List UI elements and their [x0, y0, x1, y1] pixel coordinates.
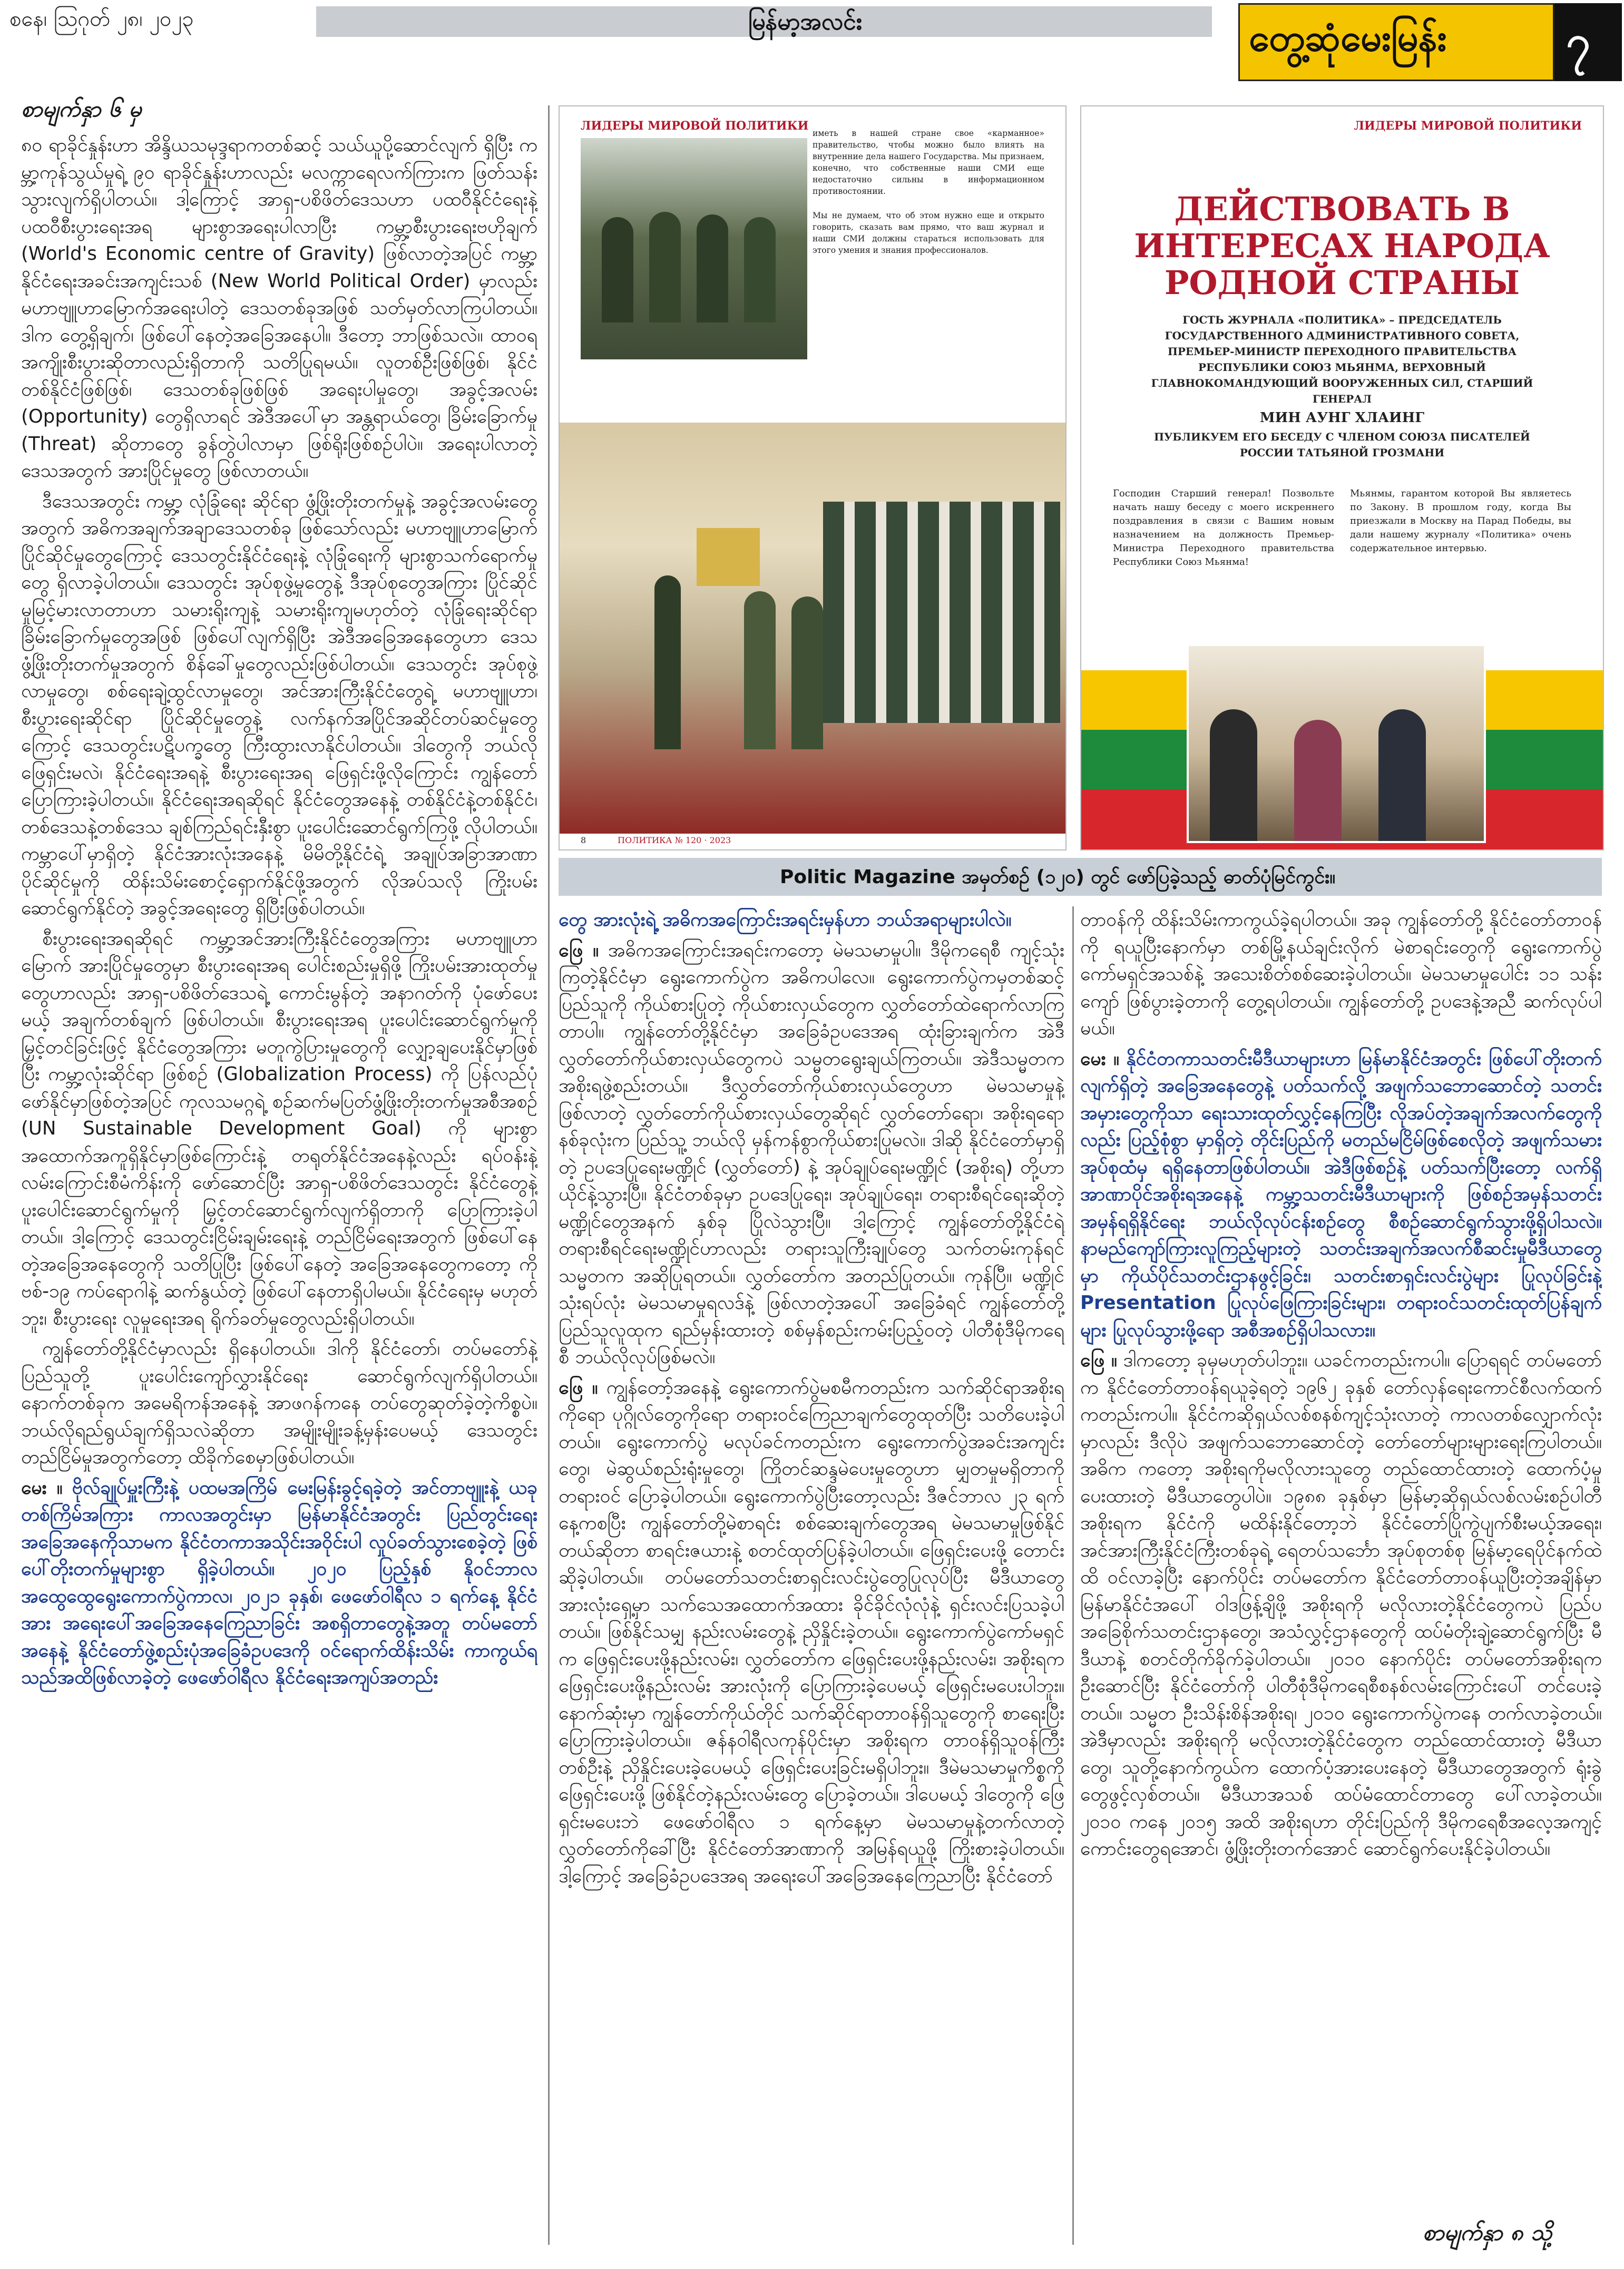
- magazine-subtitle: ГОСТЬ ЖУРНАЛА «ПОЛИТИКА» – ПРЕДСЕДАТЕЛЬ ГОСУДАРСТВЕННОГО АДМИНИСТРАТИВНОГО СОВЕТА, ПРЕМЬЕР-МИНИСТР ПЕРЕХОДНОГО ПРАВИТЕЛЬСТВА РЕСПУБЛИКИ СОЮЗ МЬЯНМА, ВЕРХОВНЫЙ ГЛАВНОКОМАНДУЮЩИЙ ВООРУЖЕННЫХ СИЛ, СТАРШИЙ ГЕНЕРАЛ: [1151, 314, 1533, 405]
- answer-text: ဒါကတော့ ခုမှမဟုတ်ပါဘူး။ ယခင်ကတည်းကပါ။ ပြောရရင် တပ်မတော်က နိုင်ငံတော်တာဝန်ရယူခဲ့ရတဲ့ ၁၉၆၂ ခုနှစ် တော်လှန်ရေးကောင်စီလက်ထက်ကတည်းကပါ။ နိုင်ငံကဆိုရှယ်လစ်စနစ်ကျင့်သုံးလာတဲ့ ကာလတစ်လျှောက်လုံးမှာလည်း ဒီလိုပဲ အဖျက်သဘောဆောင်တဲ့ တော်တော်များများရေးကြပါတယ်။ အဓိက ကတော့ အစိုးရကိုမလိုလားသူတွေ တည်ထောင်ထားတဲ့ ထောက်ပံ့မှုပေးထားတဲ့ မီဒီယာတွေပါပဲ။ ၁၉၈၈ ခုနှစ်မှာ မြန်မာ့ဆိုရှယ်လစ်လမ်းစဉ်ပါတီအစိုးရက နိုင်ငံကို မထိန်းနိုင်တော့ဘဲ နိုင်ငံတော်ပြိုကွဲပျက်စီးမယ့်အရေး၊ အင်အားကြီးနိုင်ငံကြီးတစ်ခုရဲ့ ရေတပ်သင်္ဘော အုပ်စုတစ်စု မြန်မာ့ရေပိုင်နက်ထဲထိ ဝင်လာခဲ့ပြီး နောက်ပိုင်း တပ်မတော်က နိုင်ငံတော်တာဝန်ယူပြီးတဲ့အချိန်မှာ မြန်မာနိုင်ငံအပေါ် ဝါဒဖြန့်ချိဖို့ အစိုးရကို မလိုလားတဲ့နိုင်ငံတွေကပဲ ပြည်ပအခြေစိုက်သတင်းဌာနတွေ၊ အသံလွှင့်ဌာနတွေကို ထပ်မံတိုးချဲ့ဆောင်ရွက်ပြီး မီဒီယာနဲ့ စတင်တိုက်ခိုက်ခဲ့ပါတယ်။ ၂၀၁၀ နောက်ပိုင်း တပ်မတော်အစိုးရက ဦးဆောင်ပြီး နိုင်ငံတော်ကို ပါတီစုံဒီမိုကရေစီစနစ်လမ်းကြောင်းပေါ် တင်ပေးခဲ့တယ်။ သမ္မတ ဦးသိန်းစိန်အစိုးရ၊ ၂၀၁၀ ရွေးကောက်ပွဲကနေ တက်လာခဲ့တယ်။ အဲဒီမှာလည်း အစိုးရကို မလိုလားတဲ့နိုင်ငံတွေက တည်ထောင်ထားတဲ့ မီဒီယာတွေ၊ သူတို့နောက်ကွယ်က ထောက်ပံ့အားပေးနေတဲ့ မီဒီယာတွေအတွက် ရုံးခွဲတွေဖွင့်လှစ်တယ်။ မီဒီယာအသစ် ထပ်မံထောင်တာတွေ ပေါ်လာခဲ့တယ်။ ၂၀၁၀ ကနေ ၂၀၁၅ အထိ အစိုးရဟာ တိုင်းပြည်ကို ဒီမိုကရေစီအလေ့အကျင့်ကောင်းတွေရအောင်၊ ဖွံ့ဖြိုးတိုးတက်အောင် ဆောင်ရွက်ပေးနိုင်ခဲ့ပါတယ်။: [1080, 1349, 1602, 1860]
- photo-caption: Politic Magazine အမှတ်စဉ် (၁၂၀) တွင် ဖော်ပြခဲ့သည့် ဓာတ်ပုံမြင်ကွင်း။: [780, 866, 1336, 888]
- article-column-1: [21, 132, 537, 2224]
- question-text: နိုင်ငံတကာသတင်းမီဒီယာများဟာ မြန်မာနိုင်ငံအတွင်း ဖြစ်ပေါ်တိုးတက်လျက်ရှိတဲ့ အခြေအနေတွေနဲ့ ပတ်သက်လို့ အဖျက်သဘောဆောင်တဲ့ သတင်းအမှားတွေကိုသာ ရေးသားထုတ်လွှင့်နေကြပြီး လိုအပ်တဲ့အချက်အလက်တွေကိုလည်း ပြည့်စုံစွာ မှာရှိတဲ့ တိုင်းပြည်ကို မတည်မငြိမ်ဖြစ်စေလိုတဲ့ အဖျက်သမားအုပ်စုထံမှ ရရှိနေတာဖြစ်ပါတယ်။ အဲဒီဖြစ်စဉ်နဲ့ ပတ်သက်ပြီးတော့ လက်ရှိအာဏာပိုင်အစိုးရအနေနဲ့ ကမ္ဘာ့သတင်းမီဒီယာများကို ဖြစ်စဉ်အမှန်သတင်းအမှန်ရရှိနိုင်ရေး ဘယ်လိုလုပ်ငန်းစဉ်တွေ စီစဉ်ဆောင်ရွက်သွားဖို့ရှိပါသလဲ။ နာမည်ကျော်ကြားလူကြည့်များတဲ့ သတင်းအချက်အလက်စီဆင်းမှုမီဒီယာတွေမှာ ကိုယ်ပိုင်သတင်းဌာနဖွင့်ခြင်း၊ သတင်းစာရှင်းလင်းပွဲများ ပြုလုပ်ခြင်းနဲ့ Presentation ပြုလုပ်ဖြေကြားခြင်းများ၊ တရားဝင်သတင်းထုတ်ပြန်ချက်များ ပြုလုပ်သွားဖို့ရော အစီအစဉ်ရှိပါသလား။: [1080, 1048, 1602, 1341]
- magazine-lead: Господин Старший генерал! Позвольте начать нашу беседу с моего искреннего поздравления в связи с Вашим новым назначением на должность Премьер-Министра Переходного правительства Республики Союз Мьянма!: [1113, 488, 1334, 568]
- magazine-subtitle: ПУБЛИКУЕМ ЕГО БЕСЕДУ С ЧЛЕНОМ СОЮЗА ПИСАТЕЛЕЙ РОССИИ ТАТЬЯНОЙ ГРОЗМАНИ: [1154, 431, 1530, 459]
- column-divider: [548, 105, 550, 2245]
- continued-to-note: စာမျက်နှာ ၈ သို့: [1423, 2219, 1552, 2245]
- paragraph: စီးပွားရေးအရဆိုရင် ကမ္ဘာ့အင်အားကြီးနိုင်ငံတွေအကြား မဟာဗျူဟာမြောက် အားပြိုင်မှုတွေမှာ စီးပွားရေးအရ ပေါင်းစည်းမှုရှိဖို့ ကြိုးပမ်းအားထုတ်မှုတွေဟာလည်း အာရှ-ပစိဖိတ်ဒေသရဲ့ ကောင်းမွန်တဲ့ အနာဂတ်ကို ပုံဖော်ပေးမယ့် အချက်တစ်ချက် ဖြစ်ပါတယ်။ စီးပွားရေးအရ ပူးပေါင်းဆောင်ရွက်မှုကို မြှင့်တင်ခြင်းဖြင့် နိုင်ငံတွေအကြား မတူကွဲပြားမှုတွေကို လျှော့ချပေးနိုင်မှာဖြစ်ပြီး ကမ္ဘာ့လုံးဆိုင်ရာ ဖြစ်စဉ် (Globalization Process) ကို ပြန်လည်ပုံဖော်နိုင်မှာဖြစ်တဲ့အပြင် ကုလသမဂ္ဂရဲ့ စဉ်ဆက်မပြတ်ဖွံ့ဖြိုးတိုးတက်မှုအစီအစဉ် (UN Sustainable Development Goal) ကို များစွာ အထောက်အကူရှိနိုင်မှာဖြစ်ကြောင်းနဲ့ တရုတ်နိုင်ငံအနေနဲ့လည်း ရပ်ဝန်းနဲ့ လမ်းကြောင်းစီမံကိန်းကို ဖော်ဆောင်ပြီး အာရှ-ပစိဖိတ်ဒေသတွင်း နိုင်ငံတွေနဲ့ ပူးပေါင်းဆောင်ရွက်မှုကို မြှင့်တင်ဆောင်ရွက်လျက်ရှိတာကို ပြောကြားခဲ့ပါတယ်။ ဒါ့ကြောင့် ဒေသတွင်းငြိမ်းချမ်းရေးနဲ့ တည်ငြိမ်ရေးအတွက် ဖြစ်ပေါ်နေတဲ့အခြေအနေတွေကို သတိပြုပြီး ဖြစ်ပေါ်နေတဲ့ အခြေအနေတွေကတော့ ကိုဗစ်-၁၉ ကပ်ရောဂါနဲ့ ဆက်နွယ်တဲ့ ဖြစ်ပေါ်နေတာရှိပါမယ်။ နိုင်ငံရေးမှ မဟုတ်ဘူး၊ စီးပွားရေး လူမှုရေးအရ ရိုက်ခတ်မှုတွေလည်းရှိပါတယ်။: [21, 927, 537, 1329]
- magazine-section-head: ЛИДЕРЫ МИРОВОЙ ПОЛИТИКИ: [1354, 119, 1582, 133]
- question-text: ဗိုလ်ချုပ်မှူးကြီးနဲ့ ပထမအကြိမ် မေးမြန်းခွင့်ရခဲ့တဲ့ အင်တာဗျူးနဲ့ ယခုတစ်ကြိမ်အကြား ကာလအတွင်းမှာ မြန်မာနိုင်ငံအတွင်း ပြည်တွင်းရေးအခြေအနေကိုသာမက နိုင်ငံတကာအသိုင်းအဝိုင်းပါ လှုပ်ခတ်သွားစေခဲ့တဲ့ ဖြစ်ပေါ်တိုးတက်မှုများစွာ ရှိခဲ့ပါတယ်။ ၂၀၂၀ ပြည့်နှစ် နိုဝင်ဘာလ အထွေထွေရွေးကောက်ပွဲကာလ၊ ၂၀၂၁ ခုနှစ်၊ ဖေဖော်ဝါရီလ ၁ ရက်နေ့ နိုင်ငံအား အရေးပေါ်အခြေအနေကြေညာခြင်း အစရှိတာတွေနဲ့အတူ တပ်မတော်အနေနဲ့ နိုင်ငံတော်ဖွဲ့စည်းပုံအခြေခံဥပဒေကို ဝင်ရောက်ထိန်းသိမ်း ကာကွယ်ရသည်အထိဖြစ်လာခဲ့တဲ့ ဖေဖော်ဝါရီလ နိုင်ငံရေးအကျပ်အတည်း: [21, 1476, 537, 1688]
- section-title: တွေ့ဆုံမေးမြန်း: [1249, 16, 1447, 60]
- answer-paragraph: [559, 937, 1064, 1371]
- answer-paragraph: [1080, 1347, 1602, 1863]
- paragraph: ဒီဒေသအတွင်း ကမ္ဘာ့ လုံခြုံရေး ဆိုင်ရာ ဖွံ့ဖြိုးတိုးတက်မှုနဲ့ အခွင့်အလမ်းတွေအတွက် အဓိကအချက်အချာဒေသတစ်ခု ဖြစ်သော်လည်း မဟာဗျူဟာမြောက် ပြိုင်ဆိုင်မှုတွေကြောင့် ဒေသတွင်းနိုင်ငံရေးနဲ့ လုံခြုံရေးကို များစွာသက်ရောက်မှုတွေ ရှိလာခဲ့ပါတယ်။ ဒေသတွင်း အုပ်စုဖွဲ့မှုတွေနဲ့ ဒီအုပ်စုတွေအကြား ပြိုင်ဆိုင်မှုမြင့်မားလာတာဟာ သမားရိုးကျနဲ့ သမားရိုးကျမဟုတ်တဲ့ လုံခြုံရေးဆိုင်ရာ ခြိမ်းခြောက်မှုတွေအဖြစ် ဖြစ်ပေါ်လျက်ရှိပြီး အဲဒီအခြေအနေတွေဟာ ဒေသဖွံ့ဖြိုးတိုးတက်မှုအတွက် စိန်ခေါ်မှုတွေလည်းဖြစ်ပါတယ်။ ဒေသတွင်း အုပ်စုဖွဲ့လာမှုတွေ၊ စစ်ရေးချဲ့ထွင်လာမှုတွေ၊ အင်အားကြီးနိုင်ငံတွေရဲ့ မဟာဗျူဟာ၊ စီးပွားရေးဆိုင်ရာ ပြိုင်ဆိုင်မှုတွေနဲ့ လက်နက်အပြိုင်အဆိုင်တပ်ဆင်မှုတွေကြောင့် ဒေသတွင်းပဋိပက္ခတွေ ကြီးထွားလာနိုင်ပါတယ်။ ဒါတွေကို ဘယ်လိုဖြေရှင်းမလဲ၊ နိုင်ငံရေးအရနဲ့ စီးပွားရေးအရ ဖြေရှင်းဖို့လိုကြောင်း ကျွန်တော်ပြောကြားခဲ့ပါတယ်။ နိုင်ငံရေးအရဆိုရင် နိုင်ငံတွေအနေနဲ့ တစ်နိုင်ငံနဲ့တစ်နိုင်ငံ၊ တစ်ဒေသနဲ့တစ်ဒေသ ချစ်ကြည်ရင်းနှီးစွာ ပူးပေါင်းဆောင်ရွက်ကြဖို့ လိုပါတယ်။ ကမ္ဘာပေါ်မှာရှိတဲ့ နိုင်ငံအားလုံးအနေနဲ့ မိမိတို့နိုင်ငံရဲ့ အချုပ်အခြာအာဏာပိုင်ဆိုင်မှုကို ထိန်းသိမ်းစောင့်ရှောက်နိုင်ဖို့အတွက် လိုအပ်သလို ကြိုးပမ်းဆောင်ရွက်နိုင်တဲ့ အခွင့်အရေးတွေ ရှိပြီးဖြစ်ပါတယ်။: [21, 490, 537, 919]
- magazine-page-right: [1080, 105, 1604, 850]
- paragraph: ၈၀ ရာခိုင်နှုန်းဟာ အိန္ဒိယသမုဒ္ဒရာကတစ်ဆင့် သယ်ယူပို့ဆောင်လျက် ရှိပြီး ကမ္ဘာ့ကုန်သွယ်မှုရဲ့ ၉၀ ရာခိုင်နှုန်းဟာလည်း မလက္ကာရေလက်ကြားက ဖြတ်သန်းသွားလျက်ရှိပါတယ်။ ဒါ့ကြောင့် အာရှ-ပစိဖိတ်ဒေသဟာ ပထဝီနိုင်ငံရေးနဲ့ ပထဝီစီးပွားရေးအရ များစွာအရေးပါလာပြီး ကမ္ဘာ့စီးပွားရေးဗဟိုချက် (World's Economic centre of Gravity) ဖြစ်လာတဲ့အပြင် ကမ္ဘာ့နိုင်ငံရေးအခင်းအကျင်းသစ် (New World Political Order) မှာလည်း မဟာဗျူဟာမြောက်အရေးပါတဲ့ ဒေသတစ်ခုအဖြစ် သတ်မှတ်လာကြပါတယ်။ ဒါက တွေ့ရှိချက်၊ ဖြစ်ပေါ်နေတဲ့အခြေအနေပါ။ ဒီတော့ ဘာဖြစ်သလဲ။ ထာဝရအကျိုးစီးပွားဆိုတာလည်းရှိတာကို သတိပြုရမယ်။ လူတစ်ဦးဖြစ်ဖြစ်၊ နိုင်ငံတစ်နိုင်ငံဖြစ်ဖြစ်၊ ဒေသတစ်ခုဖြစ်ဖြစ် အရေးပါမှုတွေ၊ အခွင့်အလမ်း (Opportunity) တွေရှိလာရင် အဲဒီအပေါ်မှာ အန္တရာယ်တွေ၊ ခြိမ်းခြောက်မှု (Threat) ဆိုတာတွေ ခွန်တွဲပါလာမှာ ဖြစ်ရိုးဖြစ်စဉ်ပါပဲ။ အရေးပါလာတဲ့ဒေသအတွက် အားပြိုင်မှုတွေ ဖြစ်လာတယ်။: [21, 134, 537, 482]
- column-divider: [1072, 906, 1074, 2245]
- paragraph: ကျွန်တော်တို့နိုင်ငံမှာလည်း ရှိနေပါတယ်။ ဒါကို နိုင်ငံတော်၊ တပ်မတော်နဲ့ ပြည်သူတို့ ပူးပေါင်းကျော်လွှားနိုင်ရေး ဆောင်ရွက်လျက်ရှိပါတယ်။ နောက်တစ်ခုက အမေရိကန်အနေနဲ့ အာဖဂန်ကနေ တပ်တွေဆုတ်ခဲ့တဲ့ကိစ္စပဲ။ ဘယ်လိုရည်ရွယ်ချက်ရှိသလဲဆိုတာ အမျိုးမျိုးခန့်မှန်းပေမယ့် ဒေသတွင်းတည်ငြိမ်မှုအတွက်တော့ ထိခိုက်စေမှာဖြစ်ပါတယ်။: [21, 1338, 537, 1468]
- answer-label: ဖြေ ။: [1080, 1349, 1117, 1371]
- magazine-text: Мы не думаем, что об этом нужно еще и открыто говорить, сказать вам прямо, что ваш журнал и наши СМИ должны стараться использовать для этого умения и знания профессионалов.: [813, 211, 1044, 255]
- magazine-title-line: РОДНОЙ СТРАНЫ: [1164, 263, 1520, 302]
- answer-paragraph: [559, 1374, 1064, 1890]
- issue-date: စနေ၊ ဩဂုတ် ၂၈၊ ၂၀၂၃: [9, 7, 194, 31]
- paragraph: တာဝန်ကို ထိန်းသိမ်းကာကွယ်ခဲ့ရပါတယ်။ အခု ကျွန်တော်တို့ နိုင်ငံတော်တာဝန်ကို ရယူပြီးနောက်မှာ တစ်မြို့နယ်ချင်းလိုက် မဲစာရင်းတွေကို ရွေးကောက်ပွဲကော်မရှင်အသစ်နဲ့ အသေးစိတ်စစ်ဆေးခဲ့ပါတယ်။ မဲမသမာမှုပေါင်း ၁၁ သန်းကျော် ဖြစ်ပွားခဲ့တာကို တွေ့ရပါတယ်။ ကျွန်တော်တို့ ဥပဒေနဲ့အညီ ဆက်လုပ်ပါမယ်။: [1080, 909, 1602, 1039]
- magazine-lead: Мьянмы, гарантом которой Вы являетесь по Закону. В прошлом году, когда Вы приезжали в Москву на Парад Победы, вы дали нашему журналу «Политика» очень содержательное интервью.: [1350, 488, 1571, 554]
- meeting-photo: [1187, 644, 1486, 843]
- question-paragraph: [1080, 1045, 1602, 1344]
- article-column-3: [1080, 906, 1602, 2208]
- question-label: မေး ။: [21, 1476, 63, 1499]
- question-text: တွေ အားလုံးရဲ့ အဓိကအကြောင်းအရင်းမှန်ဟာ ဘယ်အရာများပါလဲ။: [559, 909, 1012, 931]
- page-number: ၇: [1566, 16, 1591, 66]
- magazine-page-left: [559, 105, 1067, 850]
- group-photo: [581, 138, 807, 359]
- answer-text: အဓိကအကြောင်းအရင်းကတော့ မဲမသမာမှုပါ။ ဒီမိုကရေစီ ကျင့်သုံးကြတဲ့နိုင်ငံမှာ ရွေးကောက်ပွဲက အဓိကပါလေ။ ရွေးကောက်ပွဲကမှတစ်ဆင့် ပြည်သူကို ကိုယ်စားပြုတဲ့ ကိုယ်စားလှယ်တွေက လွှတ်တော်ထဲရောက်လာကြတာပါ။ ကျွန်တော်တို့နိုင်ငံမှာ အခြေခံဥပဒေအရ ထုံးခြားချက်က အဲဒီလွှတ်တော်ကိုယ်စားလှယ်တွေကပဲ သမ္မတရွေးချယ်ကြတယ်။ အဲဒီသမ္မတက အစိုးရဖွဲ့စည်းတယ်။ ဒီလွှတ်တော်ကိုယ်စားလှယ်တွေဟာ မဲမသမာမှုနဲ့ ဖြစ်လာတဲ့ လွှတ်တော်ကိုယ်စားလှယ်တွေဆိုရင် လွှတ်တော်ရော၊ အစိုးရရော နစ်ခုလုံးက ပြည်သူ့ ဘယ်လို မှန်ကန်စွာကိုယ်စားပြုမလဲ။ ဒါဆို နိုင်ငံတော်မှာရှိတဲ့ ဥပဒေပြုရေးမဏ္ဍိုင် (လွှတ်တော်) နဲ့ အုပ်ချုပ်ရေးမဏ္ဍိုင် (အစိုးရ) တို့ဟာ ယိုင်နဲ့သွားပြီ။ နိုင်ငံတစ်ခုမှာ ဥပဒေပြုရေး၊ အုပ်ချုပ်ရေး၊ တရားစီရင်ရေးဆိုတဲ့ မဏ္ဍိုင်တွေအနက် နှစ်ခု ပြိုလဲသွားပြီ။ ဒါ့ကြောင့် ကျွန်တော်တို့နိုင်ငံရဲ့ တရားစီရင်ရေးမဏ္ဍိုင်ဟာလည်း တရားသူကြီးချုပ်တွေ သက်တမ်းကုန်ရင် သမ္မတက အဆိုပြုရတယ်။ လွှတ်တော်က အတည်ပြုတယ်။ ကုန်ပြီ။ မဏ္ဍိုင်သုံးရပ်လုံး မဲမသမာမှုရလဒ်နဲ့ ဖြစ်လာတဲ့အပေါ် အခြေခံရင် ကျွန်တော်တို့ ပြည်သူလူထုက ရည်မှန်းထားတဲ့ စစ်မှန်စည်းကမ်းပြည့်ဝတဲ့ ပါတီစုံဒီမိုကရေစီ ဘယ်လိုလုပ်ဖြစ်မလဲ။: [559, 939, 1064, 1368]
- magazine-page-number: 8: [581, 835, 586, 845]
- magazine-title-line: ДЕЙСТВОВАТЬ В ИНТЕРЕСАХ НАРОДА: [1134, 190, 1550, 265]
- continued-from-note: စာမျက်နှာ ၆ မှ: [21, 96, 142, 122]
- newspaper-name: မြန်မာ့အလင်း: [748, 8, 862, 35]
- answer-label: ဖြေ ။: [559, 1376, 598, 1398]
- magazine-section-head: ЛИДЕРЫ МИРОВОЙ ПОЛИТИКИ: [581, 119, 809, 133]
- question-paragraph: [21, 1474, 537, 1691]
- article-column-2: [559, 906, 1064, 2245]
- magazine-person-name: МИН АУНГ ХЛАИНГ: [1259, 410, 1425, 426]
- magazine-footer: ПОЛИТИКА № 120 · 2023: [618, 835, 731, 845]
- honor-guard-photo: [560, 423, 1065, 834]
- question-label: မေး ။: [1080, 1048, 1119, 1070]
- answer-text: ကျွန်တော့်အနေနဲ့ ရွေးကောက်ပွဲမစမီကတည်းက သက်ဆိုင်ရာအစိုးရကိုရော ပုဂ္ဂိုလ်တွေကိုရော တရားဝင်ကြေညာချက်တွေထုတ်ပြီး သတိပေးခဲ့ပါတယ်။ ရွေးကောက်ပွဲ မလုပ်ခင်ကတည်းက ရွေးကောက်ပွဲအခင်းအကျင်းတွေ၊ မဲဆွယ်စည်းရုံးမှုတွေ၊ ကြိုတင်ဆန္ဒမဲပေးမှုတွေဟာ မျှတမှုမရှိတာကို တရားဝင် ပြောခဲ့ပါတယ်။ ရွေးကောက်ပွဲပြီးတော့လည်း ဒီဇင်ဘာလ ၂၃ ရက်နေ့ကစပြီး ကျွန်တော်တို့မဲစာရင်း စစ်ဆေးချက်တွေအရ မဲမသမာမှုဖြစ်နိုင်တယ်ဆိုတာ စာရင်းဇယားနဲ့ စတင်ထုတ်ပြန်ခဲ့ပါတယ်။ ဖြေရှင်းပေးဖို့ တောင်းဆိုခဲ့ပါတယ်။ တပ်မတော်သတင်းစာရှင်းလင်းပွဲတွေပြုလုပ်ပြီး မီဒီယာတွေအားလုံးရှေ့မှာ သက်သေအထောက်အထား ခိုင်ခိုင်လုံလုံနဲ့ ရှင်းလင်းပြသခဲ့ပါတယ်။ ဖြစ်နိုင်သမျှ နည်းလမ်းတွေနဲ့ ညှိနှိုင်းခဲ့တယ်။ ရွေးကောက်ပွဲကော်မရှင်က ဖြေရှင်းပေးဖို့နည်းလမ်း၊ လွှတ်တော်က ဖြေရှင်းပေးဖို့နည်းလမ်း၊ အစိုးရက ဖြေရှင်းပေးဖို့နည်းလမ်း အားလုံးကို ပြောကြားခဲ့ပေမယ့် ဖြေရှင်းမပေးပါဘူး။ နောက်ဆုံးမှာ ကျွန်တော်ကိုယ်တိုင် သက်ဆိုင်ရာတာဝန်ရှိသူတွေကို စာရေးပြီး ပြောကြားခဲ့ပါတယ်။ ဇန်နဝါရီလကုန်ပိုင်းမှာ အစိုးရက တာဝန်ရှိသူဝန်ကြီး တစ်ဦးနဲ့ ညှိနှိုင်းပေးခဲ့ပေမယ့် ဖြေရှင်းပေးခြင်းမရှိပါဘူး။ ဒီမဲမသမာမှုကိစ္စကို ဖြေရှင်းပေးဖို့ ဖြစ်နိုင်တဲ့နည်းလမ်းတွေ ပြောခဲ့တယ်။ ဒါပေမယ့် ဒါတွေကို ဖြေရှင်းမပေးဘဲ ဖေဖော်ဝါရီလ ၁ ရက်နေ့မှာ မဲမသမာမှုနဲ့တက်လာတဲ့ လွှတ်တော်ကိုခေါ်ပြီး နိုင်ငံတော်အာဏာကို အမြန်ရယူဖို့ ကြိုးစားခဲ့ပါတယ်။ ဒါ့ကြောင့် အခြေခံဥပဒေအရ အရေးပေါ်အခြေအနေကြေညာပြီး နိုင်ငံတော်: [559, 1376, 1064, 1887]
- answer-label: ဖြေ ။: [559, 939, 599, 961]
- magazine-text: иметь в нашей стране свое «карманное» правительство, чтобы можно было влиять на внутренние дела нашего Государства. Мы признаем, конечно, что собственные наши СМИ еще недостаточно сильны в информационном противостоянии.: [813, 129, 1044, 196]
